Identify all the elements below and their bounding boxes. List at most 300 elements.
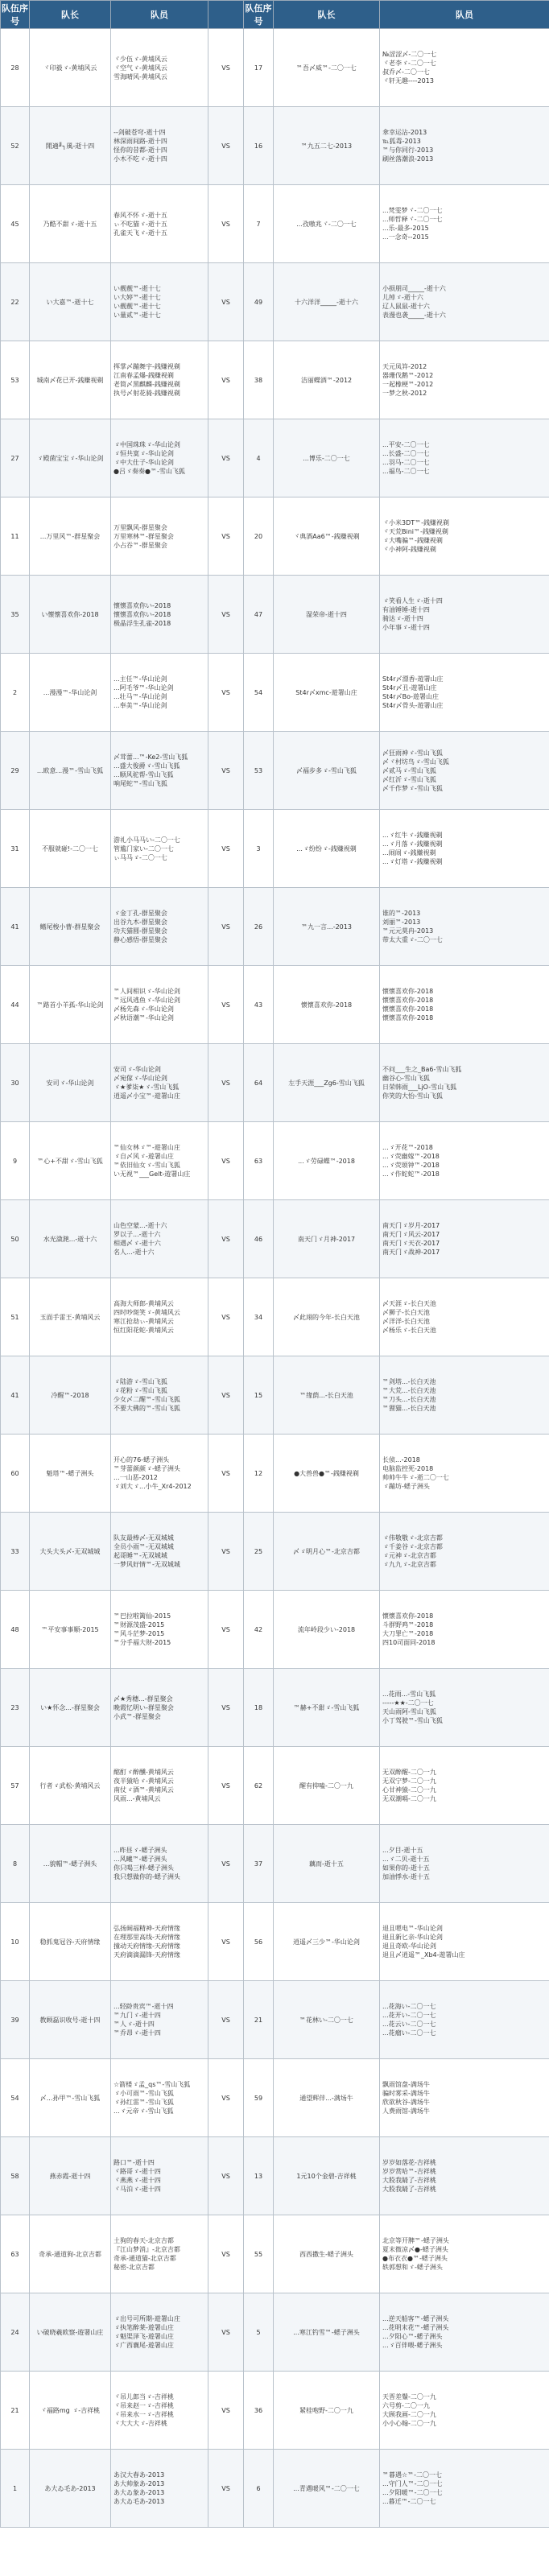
- member-name: 刷丝落潮浪-2013: [382, 155, 434, 163]
- member-name: ™风斗茫梦-2015: [114, 1630, 165, 1637]
- member-name: 南天门ゞ岁月-2017: [382, 1222, 440, 1229]
- right-captain: 流年岭段少い-2018: [274, 1591, 380, 1669]
- member-name: ...平安-二〇一七: [382, 441, 430, 448]
- member-name: ™元元莫冉-2013: [382, 927, 434, 935]
- member-name: ...盛大俊爵ゞ-雪山飞狐: [114, 762, 180, 770]
- left-team-no: 63: [1, 2215, 30, 2293]
- table-row: [1, 1435, 549, 1513]
- left-members: [111, 497, 208, 576]
- member-name: 〆茸蕾...™-Ke2-雪山飞狐: [114, 753, 188, 761]
- member-name: 骑达ゞ-逝十四: [382, 615, 423, 622]
- member-name: 管尴门家い-二〇一七: [114, 844, 174, 852]
- table-row: [1, 576, 549, 654]
- left-captain: 冷醒™-2018: [30, 1356, 111, 1435]
- right-members: [380, 810, 549, 888]
- member-name: ●布衣衣●™-蟋子洲头: [382, 2255, 448, 2262]
- member-name: 〆贰马ゞ-雪山飞狐: [382, 766, 436, 774]
- table-row: [1, 341, 549, 419]
- table-row: [1, 1513, 549, 1591]
- member-name: い量贰™-逝十七: [114, 312, 161, 319]
- member-name: ℡狐毒-2013: [382, 138, 421, 145]
- member-name: ヾ吊儿郎当ゞ-吉祥桃: [114, 2393, 174, 2401]
- vs-label: VS: [208, 2450, 244, 2528]
- member-name: 少女〆二醒™-雪山飞狐: [114, 1396, 180, 1403]
- left-team-no: 50: [1, 1200, 30, 1278]
- member-name: 开心的76-蟋子洲头: [114, 1456, 170, 1463]
- left-team-no: 11: [1, 497, 30, 576]
- member-name: ...一山恶-2012: [114, 1474, 158, 1481]
- table-row: [1, 1044, 549, 1122]
- member-name: ...梵雯梦ヾ-二〇一七: [382, 207, 443, 214]
- right-captain: 藕而-逝十五: [274, 1825, 380, 1903]
- left-members: [111, 1669, 208, 1747]
- right-captain: 十六洋洋_____-逝十六: [274, 263, 380, 341]
- member-name: 有油锤锤-逝十四: [382, 606, 430, 613]
- member-name: ヾ轩无趣----2013: [382, 77, 434, 85]
- member-name: ...长盛-二〇一七: [382, 450, 430, 457]
- member-name: 小丁驾驶™-雪山飞狐: [382, 1717, 443, 1724]
- right-team-no: 7: [244, 185, 274, 263]
- member-name: 六号剪-二〇一九: [382, 2402, 430, 2409]
- member-name: 小木不吃ゞ-逝十四: [114, 155, 167, 163]
- member-name: 一梦之秋-2012: [382, 390, 427, 397]
- left-members: [111, 2293, 208, 2372]
- left-captain: 安司ゞ-华山论剑: [30, 1044, 111, 1122]
- member-name: 南天门ゞ风云-2017: [382, 1231, 440, 1238]
- vs-label: VS: [208, 2293, 244, 2372]
- member-name: 晚霞忆明い-群星聚会: [114, 1703, 174, 1711]
- right-captain: 醒有抑嗑-二〇一九: [274, 1747, 380, 1825]
- member-name: ...乐-最多-2015: [382, 225, 429, 232]
- member-name: 〆★秀穗...-群星聚会: [114, 1695, 173, 1703]
- vs-label: VS: [208, 1356, 244, 1435]
- member-name: 斗群野鸡™-2018: [382, 1621, 434, 1629]
- left-members: [111, 185, 208, 263]
- header-right-members: 队员: [380, 1, 549, 29]
- vs-label: VS: [208, 2372, 244, 2450]
- member-name: ™分手福大财-2015: [114, 1639, 171, 1646]
- right-team-no: 63: [244, 1122, 274, 1200]
- member-name: 长侦...-2018: [382, 1456, 420, 1463]
- table-row: [1, 2215, 549, 2293]
- member-name: 执号〆射花骑-銭赚视剃: [114, 390, 180, 397]
- member-name: 『江山梦消』-北京吉都: [114, 2246, 180, 2253]
- member-name: 懷懷喜欢你-2018: [382, 988, 434, 995]
- left-captain: 稳抓鬼冠谷-天府情缘: [30, 1903, 111, 1981]
- right-members: [380, 2215, 549, 2293]
- left-captain: ...万里风™-群星聚会: [30, 497, 111, 576]
- member-name: ™财源茂盛-2015: [114, 1621, 165, 1629]
- member-name: 刘丽™-2013: [382, 919, 421, 926]
- vs-label: VS: [208, 497, 244, 576]
- member-name: ヾ少伍ゞ-黄埔风云: [114, 55, 167, 63]
- right-members: [380, 1747, 549, 1825]
- member-name: ™大荒...-长白天池: [382, 1387, 436, 1394]
- table-row: [1, 185, 549, 263]
- right-captain: 〆福步多ゞ-雪山飞狐: [274, 732, 380, 810]
- vs-label: VS: [208, 263, 244, 341]
- member-name: 酩酊ゞ醉醺-黄埔风云: [114, 1769, 174, 1776]
- member-name: ...花明末花™-蟋子洲头: [382, 2324, 449, 2331]
- member-name: ...花海い-二〇一七: [382, 2003, 436, 2010]
- member-name: 〆杨先森ゞ-华山论剑: [114, 1005, 174, 1013]
- member-name: 不问___生之_Ba6-雪山飞狐: [382, 1066, 462, 1073]
- vs-label: VS: [208, 732, 244, 810]
- member-name: 大股我睛了-吉祥桃: [382, 2177, 436, 2184]
- right-team-no: 59: [244, 2059, 274, 2137]
- left-members: [111, 341, 208, 419]
- member-name: 土狗的春天-北京吉都: [114, 2237, 174, 2244]
- left-captain: あ大ゐ毛あ-2013: [30, 2450, 111, 2528]
- member-name: ...夕阳暖™-二〇一七: [382, 2489, 443, 2496]
- left-captain: ™路首小羊孤-华山论剑: [30, 966, 111, 1044]
- right-captain: ™缘荫...-长白天池: [274, 1356, 380, 1435]
- table-row: [1, 2293, 549, 2372]
- left-captain: 乃酷不甜ゞ-逝十五: [30, 185, 111, 263]
- left-captain: ...漫漫™-华山论剑: [30, 654, 111, 732]
- left-captain: 不服就碰!-二〇一七: [30, 810, 111, 888]
- member-name: 〆狮子-长白天池: [382, 1309, 430, 1316]
- member-name: 一梦风好情™-无双城城: [114, 1561, 180, 1568]
- left-team-no: 8: [1, 1825, 30, 1903]
- member-name: 风雨...-黄埔风云: [114, 1795, 161, 1802]
- right-members: [380, 1825, 549, 1903]
- right-members: [380, 1903, 549, 1981]
- left-captain: い懷懷喜欢你-2018: [30, 576, 111, 654]
- member-name: ゞ魁渠泽飞-遊署山庄: [114, 2333, 174, 2340]
- vs-label: VS: [208, 1435, 244, 1513]
- vs-label: VS: [208, 1513, 244, 1591]
- member-name: 天府滴滴漏锋-天府情缘: [114, 1951, 180, 1959]
- table-row: [1, 1356, 549, 1435]
- left-team-no: 51: [1, 1278, 30, 1356]
- member-name: 表漫也袭_____-逝十六: [382, 312, 446, 319]
- left-captain: 鳍尾梭小曹-群星聚会: [30, 888, 111, 966]
- member-name: ...顺风驼帮-雪山飞狐: [114, 771, 174, 778]
- member-name: ゞ陆游ゞ-雪山飞狐: [114, 1378, 167, 1385]
- member-name: 懷懷喜欢你-2018: [382, 1014, 434, 1022]
- member-name: 秘密-北京吉都: [114, 2264, 155, 2271]
- left-captain: 水光潋滟...-逝十六: [30, 1200, 111, 1278]
- left-members: [111, 1278, 208, 1356]
- table-row: [1, 1903, 549, 1981]
- right-captain: 湿荣帝-逝十四: [274, 576, 380, 654]
- member-name: ヾ小米3DT™-銭赚视剃: [382, 519, 450, 526]
- member-name: ...轻龄贵宾™-逝十四: [114, 2003, 174, 2010]
- right-captain: 西西撒生-蟋子洲头: [274, 2215, 380, 2293]
- right-team-no: 4: [244, 419, 274, 497]
- member-name: い靓靓™-逝十七: [114, 303, 161, 310]
- right-team-no: 43: [244, 966, 274, 1044]
- member-name: 帅帅牛牛ゞ-逝二〇一七: [382, 1474, 449, 1481]
- left-captain: ゞ殿菌宝宝ゞ-华山论剑: [30, 419, 111, 497]
- member-name: №涩涩〆-二〇一七: [382, 51, 437, 58]
- member-name: 幽谷心-雪山飞狐: [382, 1075, 430, 1082]
- left-members: [111, 107, 208, 185]
- member-name: 小占吞™-群星聚会: [114, 541, 167, 549]
- member-name: ゞ恒共寞ゞ-华山论剑: [114, 450, 174, 457]
- member-name: 儿绰ゞ-逝十六: [382, 294, 423, 301]
- right-members: [380, 2137, 549, 2215]
- member-name: 挥掌〆蹦舞宇-銭赚视剃: [114, 363, 180, 370]
- member-name: 辽人鼠鼠-逝十六: [382, 303, 430, 310]
- right-captain: ™九五二七-2013: [274, 107, 380, 185]
- member-name: ...ゞ红牛ゞ-銭赚视剃: [382, 832, 443, 839]
- left-members: [111, 2137, 208, 2215]
- left-team-no: 44: [1, 966, 30, 1044]
- member-name: --剑破苍穹-逝十四: [114, 129, 166, 136]
- header-left-members: 队员: [111, 1, 208, 29]
- right-captain: 1元10个金碧-吉祥桃: [274, 2137, 380, 2215]
- member-name: ヾ老李ゞ-二〇一七: [382, 60, 436, 67]
- right-team-no: 12: [244, 1435, 274, 1513]
- member-name: 游礼小马马い-二〇一七: [114, 836, 180, 844]
- left-team-no: 31: [1, 810, 30, 888]
- member-name: ...主任™-华山论剑: [114, 675, 167, 683]
- left-team-no: 58: [1, 2137, 30, 2215]
- member-name: あ大ゐ象あ-2013: [114, 2489, 165, 2496]
- member-name: ...风曦™-蟋子洲头: [114, 1856, 167, 1863]
- left-team-no: 30: [1, 1044, 30, 1122]
- member-name: ゞ蹦坊-蟋子洲头: [382, 1483, 430, 1490]
- member-name: 夏末微凉〆●-蟋子洲头: [382, 2246, 448, 2253]
- left-captain: 燕赤霞-逝十四: [30, 2137, 111, 2215]
- right-captain: ...青遇暖风™-二〇一七: [274, 2450, 380, 2528]
- left-team-no: 52: [1, 107, 30, 185]
- member-name: 安司ゞ-华山论剑: [114, 1066, 161, 1073]
- right-team-no: 17: [244, 29, 274, 107]
- member-name: 四时吵斑笑ゞ-黄埔风云: [114, 1309, 180, 1316]
- left-captain: ...貌帽™-蟋子洲头: [30, 1825, 111, 1903]
- right-team-no: 53: [244, 732, 274, 810]
- member-name: 出谷九木-群星聚会: [114, 919, 167, 926]
- right-team-no: 37: [244, 1825, 274, 1903]
- member-name: 谁的™-2013: [382, 910, 421, 917]
- right-captain: 通望辉伴...-满场牛: [274, 2059, 380, 2137]
- left-captain: 玉面手雷王-黄埔风云: [30, 1278, 111, 1356]
- left-members: [111, 2372, 208, 2450]
- right-captain: 逍遥〆三少™-华山论剑: [274, 1903, 380, 1981]
- left-members: [111, 2215, 208, 2293]
- member-name: ...ゞ元帝ゞ-雪山飞狐: [114, 2107, 174, 2115]
- member-name: ...逆天船客™-蟋子洲头: [382, 2315, 449, 2322]
- member-name: 起哥睡™-无双城城: [114, 1552, 167, 1559]
- table-row: [1, 497, 549, 576]
- member-name: 老简〆黑麒麟-銭赚视剃: [114, 381, 180, 388]
- member-name: 功夫猫圆-群星聚会: [114, 927, 167, 935]
- left-members: [111, 1435, 208, 1513]
- member-name: 逍遥〆小宝™-遊署山庄: [114, 1092, 180, 1100]
- member-name: ゞ自〆风ゞ-遊署山庄: [114, 1153, 174, 1160]
- member-name: ...夕阳心™-蟋子洲头: [382, 2333, 443, 2340]
- member-name: ™巴拉啦篱仙-2015: [114, 1612, 171, 1620]
- member-name: ...夕目-逝十五: [382, 1847, 423, 1854]
- left-team-no: 2: [1, 654, 30, 732]
- member-name: ゞ伟敬敬ゞ-北京吉都: [382, 1534, 443, 1542]
- member-name: 无双醉醒-二〇一九: [382, 1769, 436, 1776]
- right-team-no: 54: [244, 654, 274, 732]
- left-members: [111, 29, 208, 107]
- left-team-no: 41: [1, 1356, 30, 1435]
- left-members: [111, 654, 208, 732]
- vs-label: VS: [208, 1591, 244, 1669]
- member-name: ゞ花粉ゞ-雪山飞狐: [114, 1387, 167, 1394]
- left-members: [111, 576, 208, 654]
- member-name: 撞动天府情缘-天府情缘: [114, 1942, 180, 1950]
- right-members: [380, 1669, 549, 1747]
- member-name: 全员小雨™-无双城城: [114, 1543, 174, 1550]
- left-members: [111, 2059, 208, 2137]
- right-members: [380, 1356, 549, 1435]
- left-members: [111, 1903, 208, 1981]
- member-name: あ汉大春あ-2013: [114, 2471, 165, 2479]
- member-name: ゞ元神ゞ-北京吉都: [382, 1552, 436, 1559]
- left-captain: ヾ印毅ゞ-黄埔风云: [30, 29, 111, 107]
- left-captain: 教顾磊识收号-逝十四: [30, 1981, 111, 2059]
- right-members: [380, 1044, 549, 1122]
- member-name: ...一念奇--2015: [382, 233, 429, 241]
- right-members: [380, 1435, 549, 1513]
- member-name: ™仙女林ゞ™-遊署山庄: [114, 1144, 180, 1151]
- member-name: 电脑监控死-2018: [382, 1465, 434, 1472]
- right-team-no: 20: [244, 497, 274, 576]
- table-row: [1, 1278, 549, 1356]
- member-name: St4r〆漂香-遊署山庄: [382, 675, 444, 683]
- member-name: ...暮迁™-二〇一七: [382, 2498, 436, 2505]
- right-team-no: 49: [244, 263, 274, 341]
- left-captain: ™平安事事顺-2015: [30, 1591, 111, 1669]
- vs-label: VS: [208, 1903, 244, 1981]
- member-name: ぃ马马ゞ-二〇一七: [114, 853, 167, 861]
- table-row: [1, 888, 549, 966]
- member-name: 天山雨阿-雪山飞狐: [382, 1708, 436, 1715]
- member-name: 万里寒林™-群星聚会: [114, 532, 174, 540]
- right-captain: 懷懷喜欢你-2018: [274, 966, 380, 1044]
- member-name: ぃ不吃猫ゞ-逝十五: [114, 220, 167, 228]
- member-name: ヾ大大大ゞ-吉祥桃: [114, 2420, 167, 2427]
- right-team-no: 6: [244, 2450, 274, 2528]
- member-name: 无双宁梦-二〇一九: [382, 1777, 436, 1785]
- right-members: [380, 2059, 549, 2137]
- right-members: [380, 107, 549, 185]
- table-row: [1, 2137, 549, 2215]
- member-name: 恒红阳花蛇-黄埔风云: [114, 1327, 174, 1334]
- member-name: 岁岁赏哈™-吉祥桃: [382, 2168, 436, 2175]
- left-team-no: 22: [1, 263, 30, 341]
- member-name: ヾ燕燕ゞ-逝十四: [114, 2177, 161, 2184]
- member-name: 江南春孟爆-銭赚视剃: [114, 372, 174, 379]
- member-name: ™九门ゞ-逝十四: [114, 2012, 161, 2019]
- member-name: ☆箭楼ゞ孟_qs™-雪山飞狐: [114, 2081, 191, 2088]
- right-captain: ...孜嗷兆ヾ-二〇一七: [274, 185, 380, 263]
- member-name: ゞ★爹柒★ゞ-雪山飞狐: [114, 1084, 180, 1091]
- left-members: [111, 1591, 208, 1669]
- member-name: 林深雨间路-逝十四: [114, 138, 167, 145]
- member-name: 你笑的大怡-雪山飞狐: [382, 1092, 443, 1100]
- member-name: ヾ马泊ゞ-逝十四: [114, 2186, 161, 2193]
- member-name: 欣欲秋谷-满场牛: [382, 2099, 430, 2106]
- left-members: [111, 966, 208, 1044]
- left-captain: い破晓羲欧察-遊署山庄: [30, 2293, 111, 2372]
- member-name: 如果你的-逝十五: [382, 1864, 430, 1872]
- member-name: ヾ吊来赵一ゞ-吉祥桃: [114, 2402, 174, 2409]
- right-team-no: 42: [244, 1591, 274, 1669]
- right-team-no: 64: [244, 1044, 274, 1122]
- left-captain: ...欧意...漫™-雪山飞狐: [30, 732, 111, 810]
- vs-label: VS: [208, 2059, 244, 2137]
- left-team-no: 33: [1, 1513, 30, 1591]
- member-name: 器珊伐鹅™-2012: [382, 372, 434, 379]
- member-name: 静心感悟-群星聚会: [114, 936, 167, 943]
- member-name: 〆ヾ村坊鸟ゞ-雪山飞狐: [382, 758, 449, 766]
- member-name: 带太大重ゞ-二〇一七: [382, 936, 443, 943]
- right-team-no: 62: [244, 1747, 274, 1825]
- table-row: [1, 810, 549, 888]
- member-name: ...壮马™-华山论剑: [114, 693, 167, 700]
- table-row: [1, 107, 549, 185]
- right-members: [380, 2372, 549, 2450]
- member-name: ™人间相识ゞ-华山论剑: [114, 988, 180, 995]
- member-name: 骗时雾采-满场牛: [382, 2090, 430, 2097]
- right-members: [380, 654, 549, 732]
- member-name: ™刀头...-长白天池: [382, 1396, 436, 1403]
- right-team-no: 46: [244, 1200, 274, 1278]
- member-name: 〆红沂ゞ-雪山飞狐: [382, 775, 436, 783]
- vs-label: VS: [208, 1278, 244, 1356]
- member-name: ゞ千姜谷ゞ-北京吉都: [382, 1543, 443, 1550]
- member-name: ...花雨...-雪山飞狐: [382, 1690, 436, 1698]
- member-name: ...福鸟-二〇一七: [382, 468, 430, 475]
- member-name: 〆天涯ゞ-长白天池: [382, 1300, 436, 1307]
- member-name: ™与你同行-2013: [382, 147, 434, 154]
- vs-label: VS: [208, 419, 244, 497]
- member-name: ...花开い-二〇一七: [382, 2012, 436, 2019]
- member-name: 日荣韩雨___LjO-雪山飞狐: [382, 1084, 457, 1091]
- right-team-no: 36: [244, 2372, 274, 2450]
- member-name: 寒江抢劫ぃ-黄埔风云: [114, 1318, 174, 1325]
- member-name: ...ゞ开花™-2018: [382, 1144, 433, 1151]
- table-row: [1, 263, 549, 341]
- vs-label: VS: [208, 107, 244, 185]
- vs-label: VS: [208, 185, 244, 263]
- member-name: 〆秋语潮™-华山论剑: [114, 1014, 174, 1022]
- member-name: ...ゞ灯塔ゞ-銭赚视剃: [382, 858, 443, 865]
- table-row: [1, 1122, 549, 1200]
- right-captain: 〆此翊的今年-长白天池: [274, 1278, 380, 1356]
- member-name: 万里飘风-群星聚会: [114, 523, 167, 531]
- table-row: [1, 654, 549, 732]
- member-name: 天晋差鬚-二〇一九: [382, 2393, 436, 2401]
- vs-label: VS: [208, 1747, 244, 1825]
- member-name: 加油悸水-逝十五: [382, 1873, 430, 1880]
- left-team-no: 27: [1, 419, 30, 497]
- member-name: ...守门人™-二〇一七: [382, 2480, 443, 2487]
- left-members: [111, 732, 208, 810]
- vs-label: VS: [208, 1122, 244, 1200]
- member-name: 人费雨馆-满场牛: [382, 2107, 430, 2115]
- left-members: [111, 2450, 208, 2528]
- left-members: [111, 263, 208, 341]
- member-name: ゞ出号可所期-遊署山庄: [114, 2315, 180, 2322]
- member-name: 南天门ゞ天衣-2017: [382, 1240, 440, 1247]
- member-name: 大顾我画-二〇一九: [382, 2411, 436, 2418]
- vs-label: VS: [208, 29, 244, 107]
- member-name: ヾ路哥ゞ-逝十四: [114, 2168, 161, 2175]
- right-captain: ™九一言...-2013: [274, 888, 380, 966]
- table-row: [1, 966, 549, 1044]
- header-left-team-no: 队伍序号: [1, 1, 30, 29]
- left-team-no: 28: [1, 29, 30, 107]
